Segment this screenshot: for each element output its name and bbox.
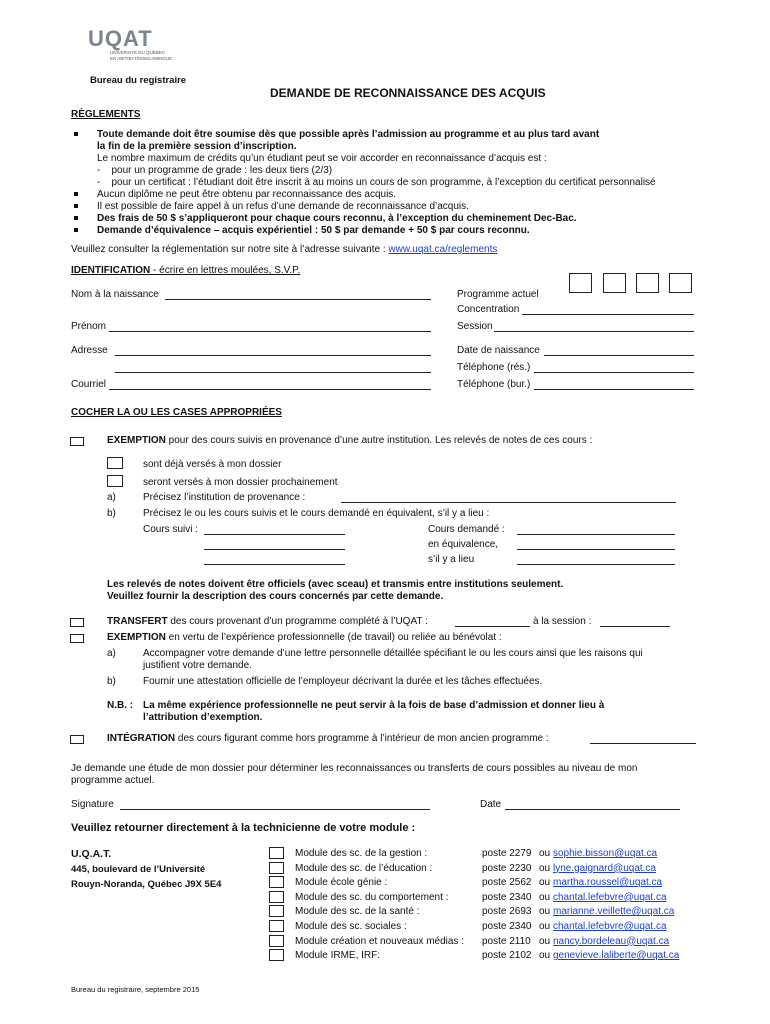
transfert-line xyxy=(107,616,428,627)
module-checkbox[interactable] xyxy=(269,876,284,888)
programme-box-1[interactable] xyxy=(569,273,592,293)
programme-box-4[interactable] xyxy=(669,273,692,293)
module-poste: poste 2110 xyxy=(482,935,531,947)
demande-line2: programme actuel. xyxy=(71,775,155,786)
reglement-1-line4: - pour un programme de grade : les deux tiers (2/3) xyxy=(97,165,333,176)
transfert-text: des cours provenant d’un programme complété à l’UQAT : xyxy=(167,616,428,627)
exemption-text: pour des cours suivis en provenance d’une autre institution. Les relevés de notes de ces cours : xyxy=(165,435,593,446)
exemption2-text: en vertu de l’expérience professionnelle (de travail) ou reliée au bénévolat : xyxy=(165,632,502,643)
module-checkbox[interactable] xyxy=(269,905,284,917)
nb-line1: La même expérience professionnelle ne peut servir à la fois de base d’admission et donner lieu à xyxy=(143,700,605,711)
demande-line1: Je demande une étude de mon dossier pour déterminer les reconnaissances ou transferts de cours possibles au niveau de mon xyxy=(71,763,638,774)
module-checkbox[interactable] xyxy=(269,920,284,932)
naissance-label: Date de naissance xyxy=(457,345,540,356)
programme-box-3[interactable] xyxy=(636,273,659,293)
module-name: Module des sc. de la gestion : xyxy=(295,848,428,859)
page-title: DEMANDE DE RECONNAISSANCE DES ACQUIS xyxy=(270,86,546,100)
en-equiv-label: en équivalence, xyxy=(428,539,499,550)
nom-label: Nom à la naissance xyxy=(71,289,159,300)
reglements-heading: RÈGLEMENTS xyxy=(71,109,141,120)
retour-label: Veuillez retourner directement à la technicienne de votre module : xyxy=(71,822,416,834)
nb-line2: l’attribution d’exemption. xyxy=(143,712,263,723)
b-label: b) xyxy=(107,508,116,519)
session-field[interactable] xyxy=(494,331,694,332)
module-checkbox[interactable] xyxy=(269,949,284,961)
prenom-field[interactable] xyxy=(109,331,431,332)
module-poste: poste 2340 xyxy=(482,921,532,932)
institution-field[interactable] xyxy=(341,502,676,503)
signature-label: Signature xyxy=(71,799,114,810)
naissance-field[interactable] xyxy=(544,355,694,356)
module-poste: poste 2230 xyxy=(482,862,532,874)
reglement-3: Il est possible de faire appel à un refus d’une demande de reconnaissance d’acquis. xyxy=(97,201,469,212)
deja-checkbox[interactable] xyxy=(107,457,123,469)
nom-field[interactable] xyxy=(165,299,431,300)
module-name: Module des sc. de la santé : xyxy=(295,906,420,918)
cours-suivi-field-2[interactable] xyxy=(204,549,345,550)
module-poste: poste 2340 xyxy=(482,891,532,903)
logo-line2: EN ABITIBI-TÉMISCAMINGUE xyxy=(110,56,173,61)
prenom-label: Prénom xyxy=(71,321,107,332)
module-poste: poste 2562 xyxy=(482,877,532,889)
cours-demande-field-2[interactable] xyxy=(517,549,675,550)
tel-bur-field[interactable] xyxy=(534,389,694,390)
reglement-1-line1: Toute demande doit être soumise dès que possible après l’admission au programme et au plus tard avant xyxy=(97,129,600,140)
cours-suivi-label: Cours suivi : xyxy=(143,524,199,535)
reglement-1-line5: - pour un certificat : l’étudiant doit être inscrit à au moins un cours de son programme, à l’exception du certificat personnalisé xyxy=(97,177,656,188)
module-ou: ou xyxy=(539,921,551,932)
transfert-programme-field[interactable] xyxy=(455,626,530,627)
date-label: Date xyxy=(480,799,502,810)
reglement-1-line2: la fin de la première session d’inscription. xyxy=(97,141,297,152)
signature-field[interactable] xyxy=(120,809,430,810)
programme-box-2[interactable] xyxy=(603,273,626,293)
reglement-1-line3: Le nombre maximum de crédits qu’un étudiant peut se voir accorder en reconnaissance d’acquis est : xyxy=(97,153,547,164)
ea-line2: justifient votre demande. xyxy=(143,660,252,671)
module-email-link[interactable]: martha.roussel@uqat.ca xyxy=(553,877,663,889)
consult-text: Veuillez consulter la réglementation sur notre site à l’adresse suivante : xyxy=(71,244,389,255)
logo-line1: UNIVERSITÉ DU QUÉBEC xyxy=(110,50,166,55)
transfert-checkbox[interactable] xyxy=(70,618,84,627)
cours-demande-field-1[interactable] xyxy=(517,534,675,535)
module-name: Module des sc. de l’éducation : xyxy=(295,862,433,874)
address-line1: U.Q.A.T. xyxy=(71,848,112,860)
integration-checkbox[interactable] xyxy=(70,735,84,744)
exemption2-title: EXEMPTION xyxy=(107,632,166,643)
module-ou: ou xyxy=(539,950,551,962)
bullet-5 xyxy=(74,228,78,232)
module-ou: ou xyxy=(539,935,551,947)
date-field[interactable] xyxy=(505,809,680,810)
module-checkbox[interactable] xyxy=(269,935,284,947)
module-checkbox[interactable] xyxy=(269,862,284,874)
module-name: Module des sc. du comportement : xyxy=(295,891,449,903)
releves-line2: Veuillez fournir la description des cours concernés par cette demande. xyxy=(107,591,444,602)
cours-demande-field-3[interactable] xyxy=(517,564,675,565)
reglement-5: Demande d’équivalence – acquis expérientiel : 50 $ par demande + 50 $ par cours reconnu. xyxy=(97,225,530,236)
concentration-label: Concentration xyxy=(457,304,520,315)
consult-line xyxy=(71,244,497,255)
releves-line1: Les relevés de notes doivent être officiels (avec sceau) et transmis entre institutions seulement. xyxy=(107,579,564,590)
module-name: Module création et nouveaux médias : xyxy=(295,935,464,947)
integration-text: des cours figurant comme hors programme à l’intérieur de mon ancien programme : xyxy=(175,733,549,744)
module-email-link[interactable]: lyne.gaignard@uqat.ca xyxy=(553,862,656,874)
integration-field[interactable] xyxy=(590,743,696,744)
identification-note: - écrire en lettres moulées, S.V.P. xyxy=(150,265,301,276)
cours-demande-label: Cours demandé : xyxy=(428,524,505,535)
concentration-field[interactable] xyxy=(522,314,694,315)
module-ou: ou xyxy=(539,862,551,874)
adresse-field-1[interactable] xyxy=(115,355,431,356)
reglement-4: Des frais de 50 $ s’appliqueront pour chaque cours reconnu, à l’exception du cheminement Dec-Bac. xyxy=(97,213,577,224)
logo-name: UQAT xyxy=(88,26,153,51)
a-label: a) xyxy=(107,492,116,503)
module-name: Module école génie : xyxy=(295,877,388,889)
adresse-field-2[interactable] xyxy=(115,372,431,373)
address-line3: Rouyn-Noranda, Québec J9X 5E4 xyxy=(71,879,222,890)
identification-title: IDENTIFICATION xyxy=(71,265,151,276)
module-email-link[interactable]: sophie.bisson@uqat.ca xyxy=(553,848,658,859)
module-name: Module IRME, IRF: xyxy=(295,950,381,962)
b-text: Précisez le ou les cours suivis et le cours demandé en équivalent, s’il y a lieu : xyxy=(143,508,490,519)
bullet-2 xyxy=(74,192,78,196)
module-email-link[interactable]: genevieve.laliberte@uqat.ca xyxy=(553,950,680,962)
cours-suivi-field-3[interactable] xyxy=(204,564,345,565)
transfert-session-field[interactable] xyxy=(600,626,670,627)
cocher-heading: COCHER LA OU LES CASES APPROPRIÉES xyxy=(71,407,282,418)
ea-label: a) xyxy=(107,648,116,659)
cours-suivi-field-1[interactable] xyxy=(204,534,345,535)
programme-label: Programme actuel xyxy=(457,289,539,300)
eb-label: b) xyxy=(107,676,116,687)
module-poste: poste 2279 xyxy=(482,848,532,859)
transfert-title: TRANSFERT xyxy=(107,616,168,627)
adresse-label: Adresse xyxy=(71,345,108,356)
bullet-4 xyxy=(74,216,78,220)
reglements-link[interactable]: www.uqat.ca/reglements xyxy=(388,244,498,255)
module-email-link[interactable]: chantal.lefebvre@uqat.ca xyxy=(553,891,667,903)
module-ou: ou xyxy=(539,906,551,918)
exemption-line xyxy=(107,435,592,446)
address-line2: 445, boulevard de l’Université xyxy=(71,864,206,875)
deja-label: sont déjà versés à mon dossier xyxy=(143,459,282,470)
nb-label: N.B. : xyxy=(107,700,134,711)
module-ou: ou xyxy=(539,877,551,889)
a-la-session-label: à la session : xyxy=(533,616,592,627)
module-email-link[interactable]: chantal.lefebvre@uqat.ca xyxy=(553,921,667,932)
integration-line xyxy=(107,733,549,744)
uqat-logo xyxy=(88,26,208,62)
seront-checkbox[interactable] xyxy=(107,475,123,487)
exemption2-line xyxy=(107,632,502,643)
bullet-1 xyxy=(74,132,78,136)
exemption2-checkbox[interactable] xyxy=(70,634,84,643)
tel-res-label: Téléphone (rés.) xyxy=(457,362,531,373)
courriel-field[interactable] xyxy=(109,389,431,390)
module-ou: ou xyxy=(539,891,551,903)
seront-label: seront versés à mon dossier prochainement xyxy=(143,477,338,488)
module-poste: poste 2693 xyxy=(482,906,532,918)
module-checkbox[interactable] xyxy=(269,847,284,859)
ea-line1: Accompagner votre demande d’une lettre personnelle détaillée spécifiant le ou les cours ainsi que les raisons qui xyxy=(143,648,643,659)
module-poste: poste 2102 xyxy=(482,950,532,962)
module-name: Module des sc. sociales : xyxy=(295,921,407,932)
module-ou: ou xyxy=(539,848,551,859)
reglement-2: Aucun diplôme ne peut être obtenu par reconnaissance des acquis. xyxy=(97,189,397,200)
footer-text: Bureau du registraire, septembre 2015 xyxy=(71,985,200,994)
exemption-title: EXEMPTION xyxy=(107,435,166,446)
bullet-3 xyxy=(74,204,78,208)
module-email-link[interactable]: marianne.veillette@uqat.ca xyxy=(553,906,675,918)
tel-bur-label: Téléphone (bur.) xyxy=(457,379,531,390)
module-checkbox[interactable] xyxy=(269,891,284,903)
identification-heading xyxy=(71,265,300,276)
session-label: Session xyxy=(457,321,493,332)
integration-title: INTÉGRATION xyxy=(107,733,176,744)
tel-res-field[interactable] xyxy=(534,372,694,373)
a-text: Précisez l’institution de provenance : xyxy=(143,492,306,503)
sil-label: s’il y a lieu xyxy=(428,554,475,565)
module-email-link[interactable]: nancy.bordeleau@uqat.ca xyxy=(553,935,670,947)
bureau-label: Bureau du registraire xyxy=(90,75,187,86)
exemption-checkbox[interactable] xyxy=(70,437,84,446)
courriel-label: Courriel xyxy=(71,379,107,390)
eb-text: Fournir une attestation officielle de l’employeur décrivant la durée et les tâches effectuées. xyxy=(143,676,543,687)
